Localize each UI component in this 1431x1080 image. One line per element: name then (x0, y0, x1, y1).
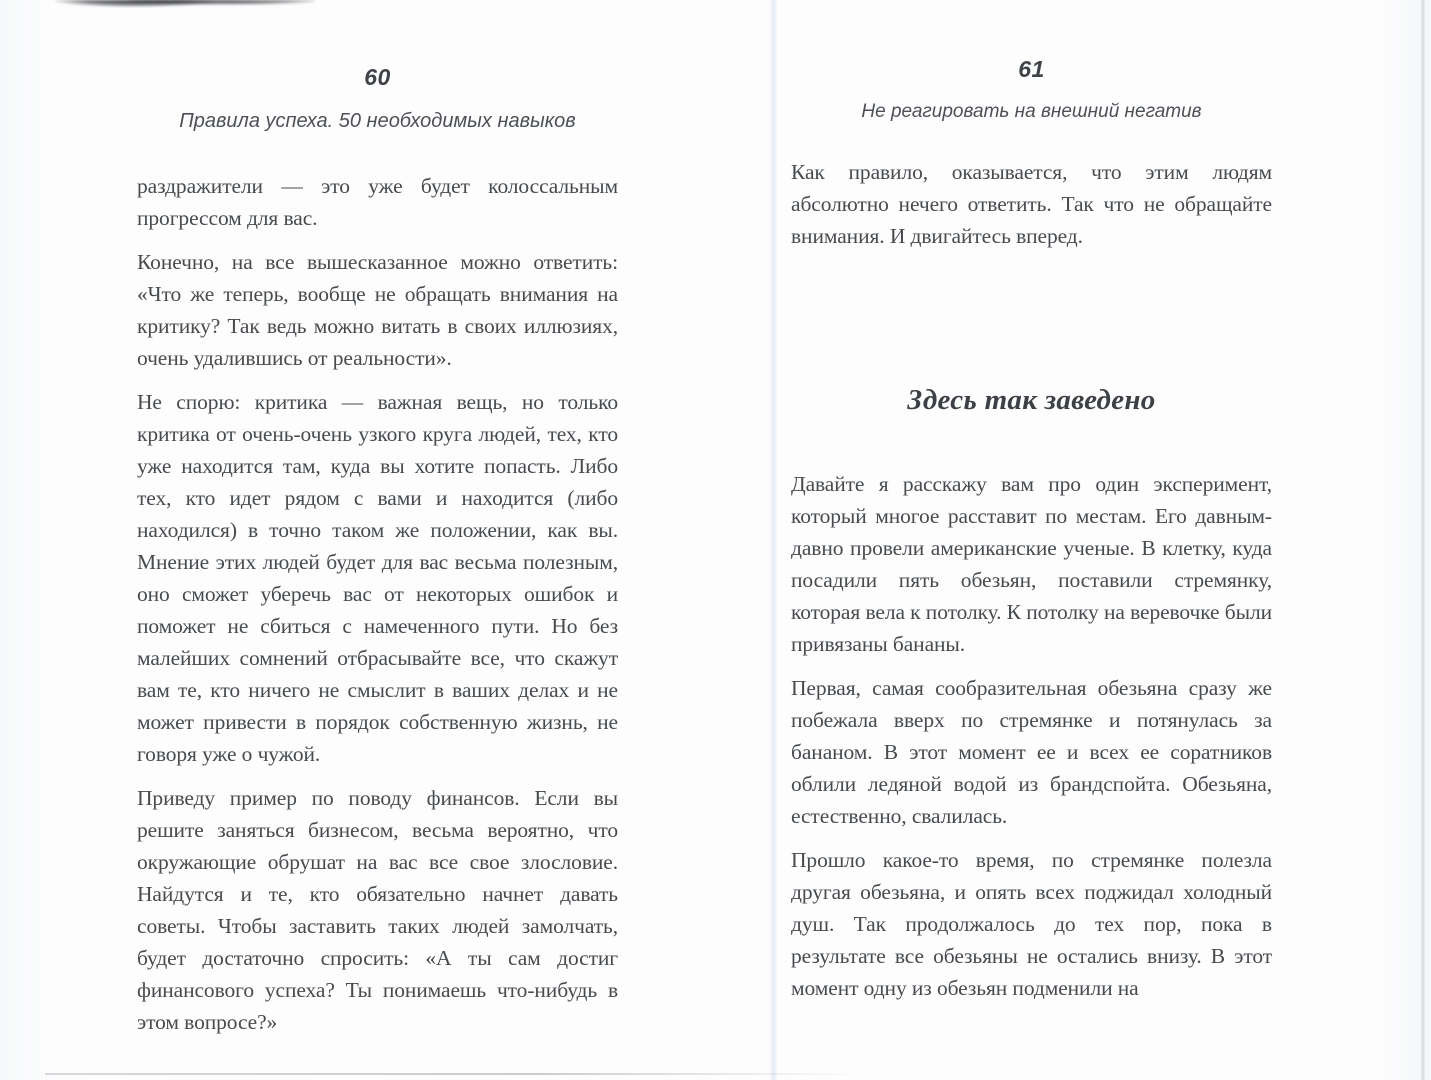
chapter-heading: Здесь так заведено (907, 384, 1156, 416)
running-head-right: Не реагировать на внешний негатив (861, 101, 1202, 122)
body-paragraph: Как правило, оказывается, что этим людям абсолютно нечего ответить. Так что не обращайте внимания. И двигайтесь вперед. (791, 160, 1272, 248)
body-paragraph: Не спорю: критика — важная вещь, но только критика от очень-очень узкого круга людей, тех, кто уже находится там, куда вы хотите попасть. Либо тех, кто идет рядом с вами и находится (либо находился) в точно таком же положении, как вы. Мнение этих людей будет для вас весьма полезным, оно сможет уберечь вас от некоторых ошибок и поможет не сбиться с намеченного пути. Но без малейших сомнений отбрасывайте все, что скажут вам те, кто ничего не смыслит в ваших делах и не может привести в порядок собственную жизнь, не говоря уже о чужой. (137, 390, 618, 766)
left-page (137, 0, 618, 1080)
body-paragraph: Первая, самая сообразительная обезьяна сразу же побежала вверх по стремянке и потянулась за бананом. В этот момент ее и всех ее соратников облили ледяной водой из брандспойта. Обезьяна, естественно, свалилась. (791, 676, 1272, 828)
body-paragraph: Приведу пример по поводу финансов. Если вы решите заняться бизнесом, весьма вероятно, что окружающие обрушат на вас все свое злословие. Найдутся и те, кто обязательно начнет давать советы. Чтобы заставить таких людей замолчать, будет достаточно спросить: «А ты сам достиг финансового успеха? Ты понимаешь что-нибудь в этом вопросе?» (137, 786, 618, 1034)
body-paragraph: Давайте я расскажу вам про один эксперимент, который многое расставит по местам. Его давным-давно провели американские ученые. В клетку, куда посадили пять обезьян, поставили стремянку, которая вела к потолку. К потолку на веревочке были привязаны бананы. (791, 472, 1272, 656)
right-page-body (791, 156, 1272, 1016)
body-paragraph: раздражители — это уже будет колоссальным прогрессом для вас. (137, 174, 618, 230)
page-number-right: 61 (1018, 56, 1045, 82)
heading-spacer (791, 420, 1272, 468)
right-page (791, 0, 1272, 1080)
page-number-left: 60 (364, 64, 391, 90)
page-gutter-shadow (769, 0, 778, 1080)
page-edge-shadow-right (1420, 0, 1425, 1080)
running-head-left: Правила успеха. 50 необходимых навыков (179, 110, 576, 132)
left-page-body (137, 170, 618, 1050)
body-paragraph: Прошло какое-то время, по стремянке полезла другая обезьяна, и опять всех поджидал холодный душ. Так продолжалось до тех пор, пока в результате все обезьяны не остались внизу. В этот момент одну из обезьян подменили на (791, 848, 1272, 1000)
body-paragraph: Конечно, на все вышесказанное можно ответить: «Что же теперь, вообще не обращать внимания на критику? Так ведь можно витать в своих иллюзиях, очень удалившись от реальности». (137, 250, 618, 370)
